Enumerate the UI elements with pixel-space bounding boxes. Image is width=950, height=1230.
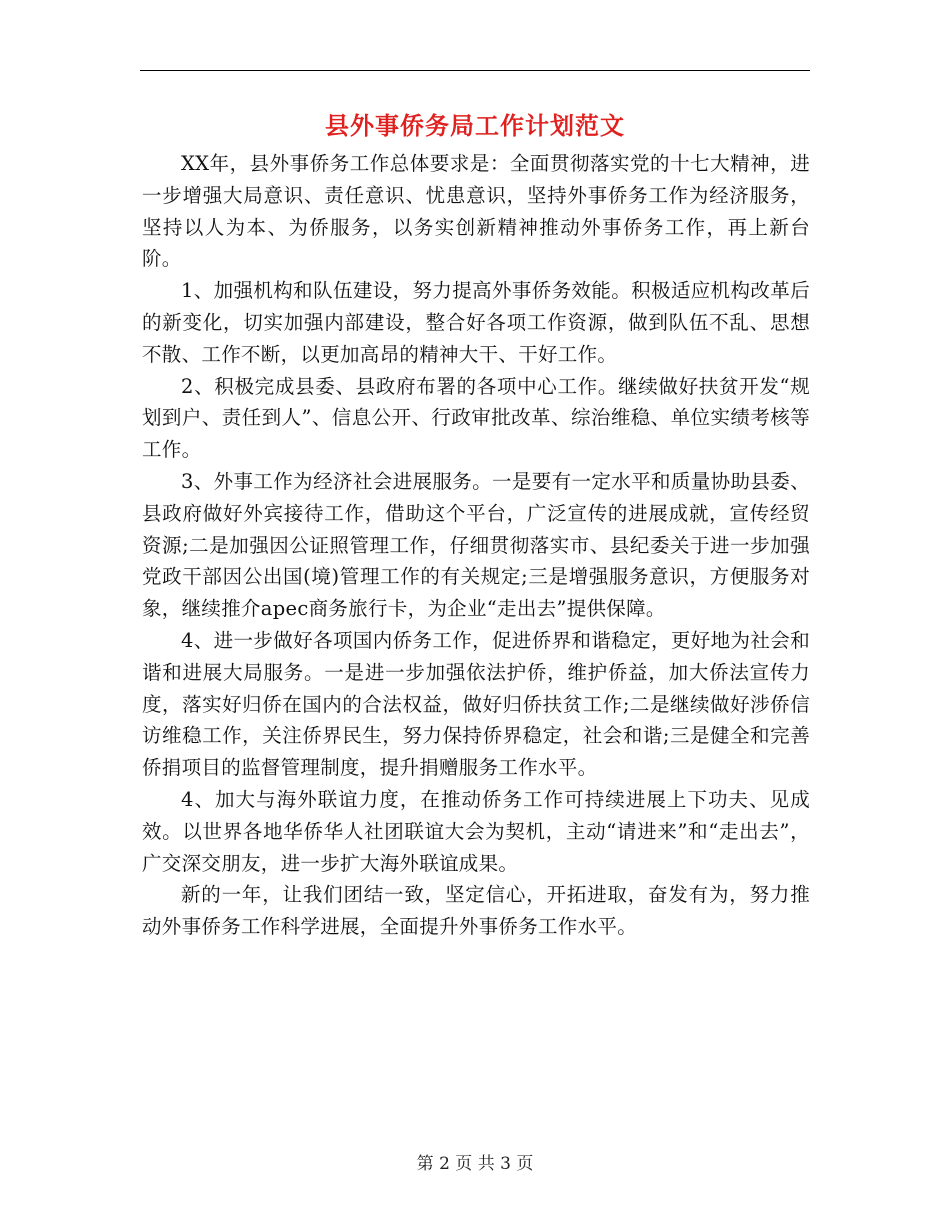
paragraph-intro: XX年，县外事侨务工作总体要求是：全面贯彻落实党的十七大精神，进一步增强大局意识、责任意识、忧患意识，坚持外事侨务工作为经济服务，坚持以人为本、为侨服务，以务实创新精神推动外事侨务工作，再上新台阶。 (142, 152, 810, 271)
paragraph-item-3: 3、外事工作为经济社会进展服务。一是要有一定水平和质量协助县委、县政府做好外宾接待工作，借助这个平台，广泛宣传的进展成就，宣传经贸资源;二是加强因公证照管理工作，仔细贯彻落实市、县纪委关于进一步加强党政干部因公出国(境)管理工作的有关规定;三是增强服务意识，方便服务对象，继续推介apec商务旅行卡，为企业“走出去”提供保障。 (142, 469, 810, 621)
document-body (142, 148, 810, 943)
paragraph-item-2: 2、积极完成县委、县政府布署的各项中心工作。继续做好扶贫开发“规划到户、责任到人”、信息公开、行政审批改革、综治维稳、单位实绩考核等工作。 (142, 374, 810, 462)
paragraph-item-1: 1、加强机构和队伍建设，努力提高外事侨务效能。积极适应机构改革后的新变化，切实加强内部建设，整合好各项工作资源，做到队伍不乱、思想不散、工作不断，以更加高昂的精神大干、干好工作。 (142, 279, 810, 366)
document-title: 县外事侨务局工作计划范文 (325, 111, 625, 140)
page-number: 第 2 页 共 3 页 (416, 1154, 534, 1174)
paragraph-conclusion: 新的一年，让我们团结一致，坚定信心，开拓进取，奋发有为，努力推动外事侨务工作科学进展，全面提升外事侨务工作水平。 (142, 883, 810, 939)
paragraph-item-4b: 4、加大与海外联谊力度，在推动侨务工作可持续进展上下功夫、见成效。以世界各地华侨华人社团联谊大会为契机，主动“请进来”和“走出去”，广交深交朋友，进一步扩大海外联谊成果。 (142, 787, 810, 875)
header-rule (140, 70, 810, 71)
paragraph-item-4: 4、进一步做好各项国内侨务工作，促进侨界和谐稳定，更好地为社会和谐和进展大局服务。一是进一步加强依法护侨，维护侨益，加大侨法宣传力度，落实好归侨在国内的合法权益，做好归侨扶贫工作;二是继续做好涉侨信访维稳工作，关注侨界民生，努力保持侨界稳定，社会和谐;三是健全和完善侨捐项目的监督管理制度，提升捐赠服务工作水平。 (142, 628, 810, 780)
